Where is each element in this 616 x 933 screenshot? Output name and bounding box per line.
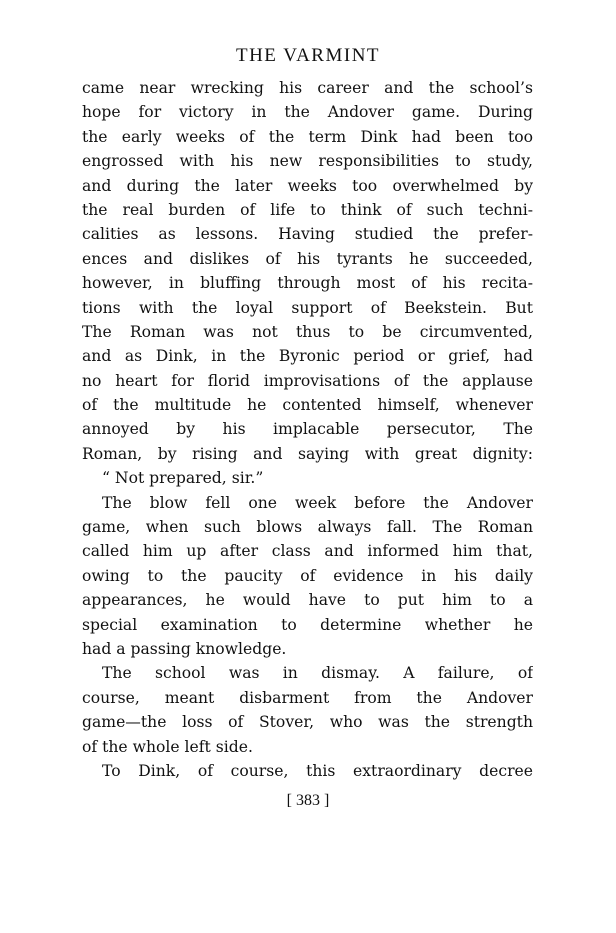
text-line: course, meant disbarment from the Andover	[82, 688, 533, 707]
text-line: calities as lessons. Having studied the prefer-	[82, 225, 533, 244]
text-line: Roman, by rising and saying with great dignity:	[82, 444, 533, 463]
text-line: The blow fell one week before the Andover	[102, 493, 533, 512]
text-line: The school was in dismay. A failure, of	[102, 664, 533, 683]
text-line: “ Not prepared, sir.”	[102, 469, 264, 488]
text-line: ences and dislikes of his tyrants he succeeded,	[82, 249, 533, 268]
text-line: appearances, he would have to put him to a	[82, 591, 533, 610]
running-head: THE VARMINT	[235, 45, 381, 66]
text-line: and during the later weeks too overwhelmed by	[82, 176, 533, 195]
text-line: engrossed with his new responsibilities to study,	[82, 152, 533, 171]
text-line: however, in bluffing through most of his recita-	[82, 274, 533, 293]
text-line: and as Dink, in the Byronic period or grief, had	[82, 347, 533, 366]
text-line: To Dink, of course, this extraordinary decree	[102, 761, 533, 780]
text-line: the real burden of life to think of such techni-	[82, 200, 533, 219]
text-line: hope for victory in the Andover game. During	[82, 103, 533, 122]
text-line: game—the loss of Stover, who was the strength	[82, 713, 533, 732]
page-number: [ 383 ]	[286, 792, 330, 809]
text-line: had a passing knowledge.	[82, 639, 287, 658]
text-line: special examination to determine whether he	[82, 615, 533, 634]
text-line: of the multitude he contented himself, whenever	[82, 396, 533, 415]
text-line: no heart for florid improvisations of the applause	[82, 371, 533, 390]
text-line: The Roman was not thus to be circumvented,	[82, 322, 533, 341]
text-line: came near wrecking his career and the school’s	[82, 79, 533, 97]
text-line: tions with the loyal support of Beekstein. But	[82, 298, 533, 317]
text-line: called him up after class and informed him that,	[82, 542, 533, 561]
body-text	[82, 76, 533, 783]
text-line: owing to the paucity of evidence in his daily	[82, 566, 533, 585]
text-line: the early weeks of the term Dink had been too	[82, 127, 533, 146]
text-line: of the whole left side.	[82, 737, 253, 756]
text-line: game, when such blows always fall. The Roman	[82, 518, 533, 537]
text-line: annoyed by his implacable persecutor, The	[82, 420, 533, 439]
